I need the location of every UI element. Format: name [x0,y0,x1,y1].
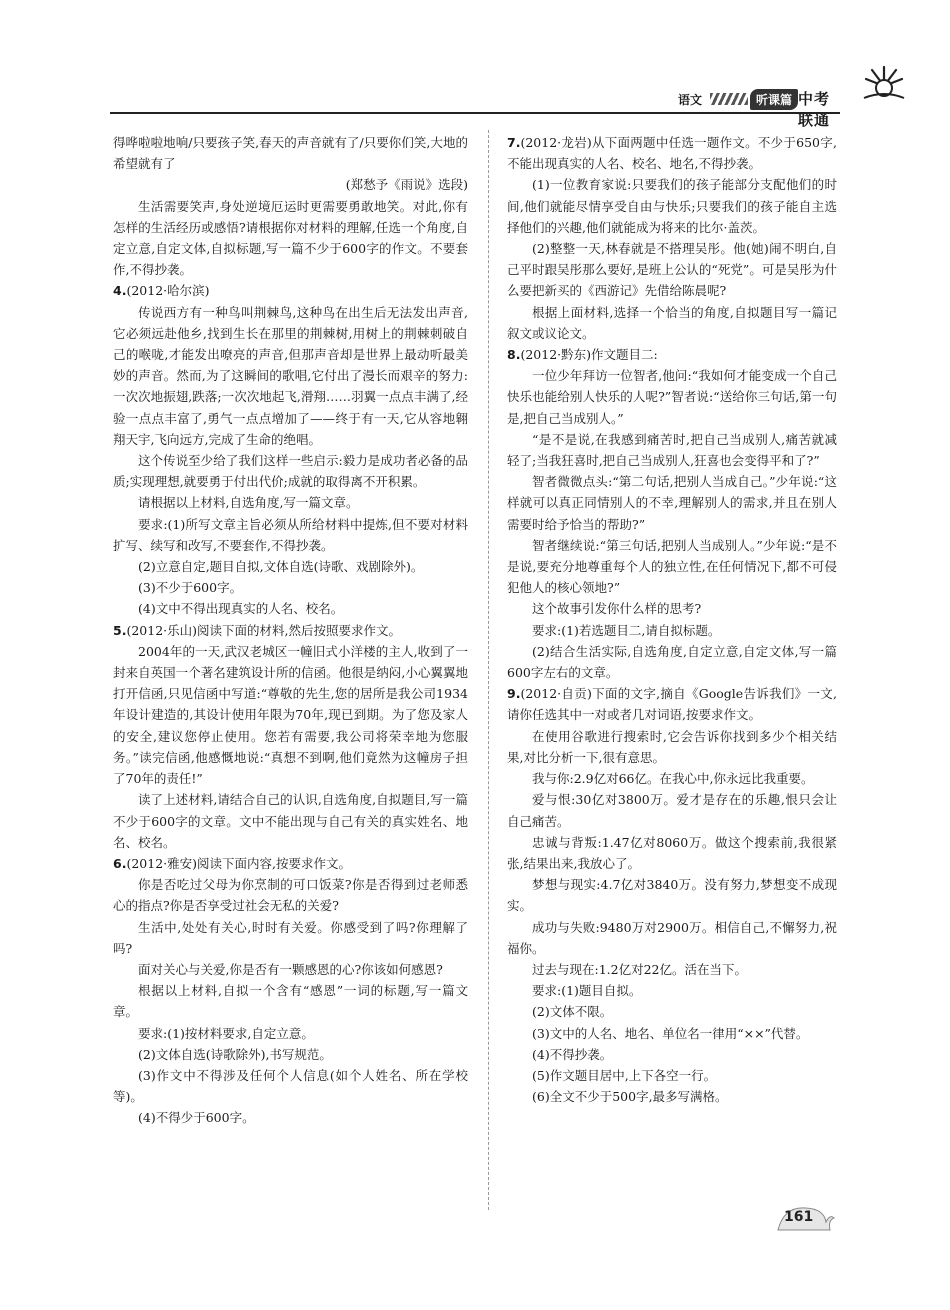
paragraph-text: 这个传说至少给了我们这样一些启示:毅力是成功者必备的品质;实现理想,就要勇于付出代价;成就的取得离不开积累。 [113,453,468,490]
paragraph-text: 爱与恨:30亿对3800万。爱才是存在的乐趣,恨只会让自己痛苦。 [507,792,837,829]
text-paragraph [507,238,837,302]
text-paragraph [507,1065,837,1086]
question-paragraph [113,280,468,301]
text-paragraph [113,874,468,916]
text-paragraph [507,620,837,641]
text-paragraph [113,1065,468,1107]
header-rule [110,112,840,114]
paragraph-text: 生活需要笑声,身处逆境厄运时更需要勇敢地笑。对此,你有怎样的生活经历或感悟?请根据你对材料的理解,任选一个角度,自定立意,自定文体,自拟标题,写一篇不少于600字的作文。不要套作,不得抄袭。 [113,198,468,278]
page-number: 161 [784,1209,814,1225]
text-paragraph [507,535,837,599]
paragraph-text: (2012·自贡)下面的文字,摘自《Google告诉我们》一文,请你任选其中一对或者几对词语,按要求作文。 [507,686,837,723]
series-title: 中考联通 [798,90,831,129]
paragraph-text: 过去与现在:1.2亿对22亿。活在当下。 [532,961,747,977]
text-paragraph [507,874,837,916]
text-paragraph [113,641,468,789]
text-paragraph [507,598,837,619]
paragraph-text: 智者继续说:“第三句话,把别人当成别人。”少年说:“是不是说,要充分地尊重每个人的独立性,在任何情况下,都不可侵犯他人的核心领地?” [507,537,837,596]
paragraph-text: (4)文中不得出现真实的人名、校名。 [138,601,344,617]
paragraph-text: (2012·哈尔滨) [126,283,210,299]
paragraph-text: (5)作文题目居中,上下各空一行。 [532,1067,717,1083]
text-paragraph [113,302,468,450]
stripes-decoration [710,93,748,105]
text-paragraph [113,980,468,1022]
paragraph-text: (2012·黔东)作文题目二: [520,347,658,363]
paragraph-text: 2004年的一天,武汉老城区一幢旧式小洋楼的主人,收到了一封来自英国一个著名建筑设计所的信函。他很是纳闷,小心翼翼地打开信函,只见信函中写道:“尊敬的先生,您的居所是我公司1934年设计建造的,其设计使用年限为70年,现已到期。为了您及家人的安全,建议您停止使用。您若有需要,我公司将荣幸地为您服务。”读完信函,他感慨地说:“真想不到啊,他们竟然为这幢房子担了70年的责任!” [113,643,468,787]
text-paragraph [507,1023,837,1044]
text-paragraph [113,598,468,619]
paragraph-text: 我与你:2.9亿对66亿。在我心中,你永远比我重要。 [532,771,814,787]
text-paragraph [507,302,837,344]
question-paragraph [113,853,468,874]
left-column [113,132,468,1129]
paragraph-text: 根据上面材料,选择一个恰当的角度,自拟题目写一篇记叙文或议论文。 [507,304,837,341]
text-paragraph [507,980,837,1001]
text-paragraph [507,959,837,980]
text-paragraph [113,789,468,853]
paragraph-text: 请根据以上材料,自选角度,写一篇文章。 [138,495,359,511]
paragraph-text: (郑愁予《雨说》选段) [345,177,468,193]
right-column [507,132,837,1107]
page-header [110,82,840,129]
text-paragraph [113,556,468,577]
text-paragraph [507,641,837,683]
question-number: 7. [507,135,521,150]
text-paragraph [113,1107,468,1128]
paragraph-text: (2)文体不限。 [532,1004,613,1020]
text-paragraph [113,959,468,980]
paragraph-text: (6)全文不少于500字,最多写满格。 [532,1089,728,1105]
question-number: 9. [507,686,521,702]
text-paragraph [507,471,837,535]
paragraph-text: 要求:(1)题目自拟。 [532,983,642,999]
paragraph-text: 生活中,处处有关心,时时有关爱。你感受到了吗?你理解了吗? [113,919,468,956]
text-paragraph [113,514,468,556]
paragraph-text: 你是否吃过父母为你烹制的可口饭菜?你是否得到过老师悉心的指点?你是否享受过社会无私的关爱? [113,877,468,914]
text-paragraph [507,1086,837,1107]
text-paragraph [507,789,837,831]
text-paragraph [113,174,468,195]
paragraph-text: 忠诚与背叛:1.47亿对8060万。做这个搜索前,我很紧张,结果出来,我放心了。 [507,834,837,871]
paragraph-text: 一位少年拜访一位智者,他问:“我如何才能变成一个自己快乐也能给别人快乐的人呢?”智者说:“送给你三句话,第一句是,把自己当成别人。” [507,368,837,426]
paragraph-text: 要求:(1)若选题目二,请自拟标题。 [532,622,721,638]
question-paragraph [507,683,837,725]
sun-logo-icon [862,64,906,104]
paragraph-text: (3)作文中不得涉及任何个人信息(如个人姓名、所在学校等)。 [113,1067,468,1105]
paragraph-text: (2012·乐山)阅读下面的材料,然后按照要求作文。 [126,622,401,638]
paragraph-text: 根据以上材料,自拟一个含有“感恩”一词的标题,写一篇文章。 [113,983,468,1020]
text-paragraph [507,429,837,471]
text-paragraph [507,1001,837,1022]
text-paragraph [113,450,468,492]
section-tag: 听课篇 [750,89,798,110]
question-number: 5. [113,622,127,638]
paragraph-text: (3)不少于600字。 [138,580,243,596]
subject-label: 语文 [678,93,703,107]
text-paragraph [507,726,837,768]
paragraph-text: (2012·龙岩)从下面两题中任选一题作文。不少于650字,不能出现真实的人名、校名、地名,不得抄袭。 [507,135,837,172]
paragraph-text: (2)整整一天,林春就是不搭理吴彤。他(她)闹不明白,自己平时跟吴彤那么要好,是班上公认的“死党”。可是吴彤为什么要把新买的《西游记》先借给陈晨呢? [507,241,837,299]
paragraph-text: 智者微微点头:“第二句话,把别人当成自己。”少年说:“这样就可以真正同情别人的不幸,理解别人的需求,并且在别人需要时给予恰当的帮助?” [507,474,837,532]
paragraph-text: 在使用谷歌进行搜索时,它会告诉你找到多少个相关结果,对比分析一下,很有意思。 [507,728,837,765]
text-paragraph [507,768,837,789]
paragraph-text: (2)立意自定,题目自拟,文体自选(诗歌、戏剧除外)。 [138,559,424,575]
paragraph-text: (4)不得抄袭。 [532,1046,613,1062]
text-paragraph [113,1023,468,1044]
paragraph-text: (4)不得少于600字。 [138,1110,255,1126]
question-paragraph [113,620,468,641]
text-paragraph [507,1044,837,1065]
paragraph-text: 要求:(1)所写文章主旨必须从所给材料中提炼,但不要对材料扩写、续写和改写,不要套作,不得抄袭。 [113,516,468,553]
text-paragraph [507,365,837,429]
paragraph-text: (2)文体自选(诗歌除外),书写规范。 [138,1046,332,1062]
question-paragraph [507,132,837,174]
text-paragraph [113,196,468,281]
text-paragraph [113,917,468,959]
paragraph-text: 得哗啦啦地响/只要孩子笑,春天的声音就有了/只要你们笑,大地的希望就有了 [113,135,468,172]
paragraph-text: (2012·雅安)阅读下面内容,按要求作文。 [126,855,351,871]
text-paragraph [507,832,837,874]
paragraph-text: 成功与失败:9480万对2900万。相信自己,不懈努力,祝福你。 [507,919,837,956]
question-paragraph [507,344,837,365]
text-paragraph [113,492,468,513]
question-number: 8. [507,347,521,363]
paragraph-text: “是不是说,在我感到痛苦时,把自己当成别人,痛苦就减轻了;当我狂喜时,把自己当成别人,狂喜也会变得平和了?” [507,431,837,469]
text-paragraph [113,132,468,174]
paragraph-text: 面对关心与关爱,你是否有一颗感恩的心?你该如何感恩? [138,961,443,977]
paragraph-text: (2)结合生活实际,自选角度,自定立意,自定文体,写一篇600字左右的文章。 [507,643,837,681]
paragraph-text: 这个故事引发你什么样的思考? [532,601,702,617]
text-paragraph [113,1044,468,1065]
question-number: 4. [113,283,127,299]
paragraph-text: 要求:(1)按材料要求,自定立意。 [138,1025,314,1041]
text-paragraph [507,917,837,959]
paragraph-text: 梦想与现实:4.7亿对3840万。没有努力,梦想变不成现实。 [507,877,837,914]
column-divider [488,130,489,1210]
text-paragraph [113,577,468,598]
paragraph-text: (1)一位教育家说:只要我们的孩子能部分支配他们的时间,他们就能尽情享受自由与快乐;只要我们的孩子能自主选择他们的兴趣,他们就能成为将来的比尔·盖茨。 [507,177,837,235]
paragraph-text: 传说西方有一种鸟叫荆棘鸟,这种鸟在出生后无法发出声音,它必须远赴他乡,找到生长在那里的荆棘树,用树上的荆棘刺破自己的喉咙,才能发出嘹亮的声音,但那声音却是世界上最动听最美妙的声音。然而,为了这瞬间的歌唱,它付出了漫长而艰辛的努力:一次次地振翅,跌落;一次次地起飞,滑翔……羽翼一点点丰满了,经验一点点丰富了,勇气一点点增加了——终于有一天,它从容地翱翔天宇,飞向远方,完成了生命的绝唱。 [113,304,468,447]
question-number: 6. [113,855,127,871]
paragraph-text: (3)文中的人名、地名、单位名一律用“××”代替。 [532,1025,809,1041]
paragraph-text: 读了上述材料,请结合自己的认识,自选角度,自拟题目,写一篇不少于600字的文章。文中不能出现与自己有关的真实姓名、地名、校名。 [113,792,468,850]
text-paragraph [507,174,837,238]
